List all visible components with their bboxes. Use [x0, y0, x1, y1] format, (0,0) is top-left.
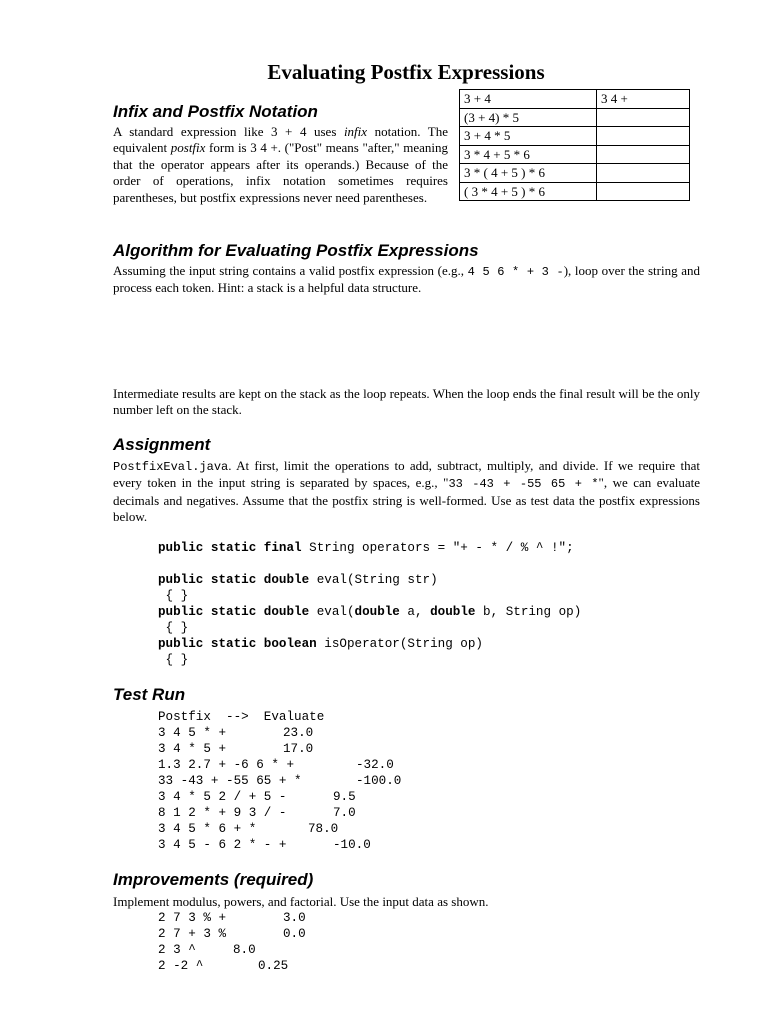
output-row — [158, 942, 256, 958]
heading-test-run: Test Run — [113, 685, 186, 704]
code-line: { } — [158, 621, 189, 635]
evaluated-result: 78.0 — [308, 822, 339, 836]
postfix-expression: 2 7 3 % + — [158, 911, 227, 925]
heading-improvements: Improvements (required) — [113, 870, 314, 889]
test-run-output — [158, 709, 402, 853]
text: notation. The equivalent — [113, 124, 448, 156]
postfix-cell — [597, 108, 690, 127]
code-line — [158, 572, 581, 588]
paragraph-assignment — [113, 458, 700, 526]
text: ), loop over the string and process each token. Hint: a stack is a helpful data structure. — [113, 263, 701, 296]
infix-cell: 3 + 4 * 5 — [460, 127, 597, 146]
evaluated-result: 8.0 — [233, 943, 256, 957]
postfix-cell — [597, 145, 690, 164]
postfix-expression: 2 7 + 3 % — [158, 927, 227, 941]
notation-row — [460, 108, 690, 127]
inline-code: 4 5 6 * + 3 - — [467, 265, 564, 279]
output-row — [158, 757, 394, 773]
evaluated-result: 0.0 — [283, 927, 306, 941]
improvements-output — [158, 910, 306, 974]
infix-cell: (3 + 4) * 5 — [460, 108, 597, 127]
postfix-expression: 33 -43 + -55 65 + * — [158, 774, 302, 788]
postfix-expression: 8 1 2 * + 9 3 / - — [158, 806, 287, 820]
code-text: eval(String str) — [309, 573, 438, 587]
output-row — [158, 837, 371, 853]
test-run-header: Postfix --> Evaluate — [158, 710, 325, 724]
postfix-cell — [597, 164, 690, 183]
code-text: String operators = "+ - * / % ^ !"; — [301, 541, 574, 555]
infix-cell: 3 * ( 4 + 5 ) * 6 — [460, 164, 597, 183]
output-row — [158, 958, 289, 974]
evaluated-result: -10.0 — [333, 838, 371, 852]
code-text: isOperator(String op) — [316, 637, 483, 651]
evaluated-result: 7.0 — [333, 806, 356, 820]
text: form is 3 4 +. ("Post" means "after," meaning that the operator appears after its operands.) Because of the order of operations, infix notation sometimes requires parentheses, but postfix expressions never need parentheses. — [113, 140, 448, 205]
heading-algorithm: Algorithm for Evaluating Postfix Expressions — [113, 241, 479, 260]
em-postfix: postfix — [170, 140, 206, 156]
keyword: public static double — [158, 605, 310, 619]
notation-row — [460, 90, 690, 109]
code-text: a, — [399, 605, 431, 619]
code-text: eval( — [309, 605, 355, 619]
inline-code-filename: PostfixEval.java — [113, 460, 229, 474]
postfix-expression: 1.3 2.7 + -6 6 * + — [158, 758, 295, 772]
notation-row — [460, 145, 690, 164]
postfix-cell — [597, 182, 690, 201]
output-row — [158, 725, 324, 741]
evaluated-result: 17.0 — [283, 742, 314, 756]
keyword: public static final — [158, 541, 302, 555]
keyword: double — [354, 605, 400, 619]
evaluated-result: -32.0 — [356, 758, 394, 772]
keyword: public static double — [158, 573, 310, 587]
output-row — [158, 910, 306, 926]
postfix-cell — [597, 127, 690, 146]
keyword: double — [430, 605, 476, 619]
evaluated-result: 23.0 — [283, 726, 314, 740]
evaluated-result: 0.25 — [258, 959, 289, 973]
keyword: public static boolean — [158, 637, 317, 651]
output-row — [158, 741, 324, 757]
em-infix: infix — [343, 124, 368, 139]
page-title: Evaluating Postfix Expressions — [267, 60, 545, 84]
notation-row — [460, 127, 690, 146]
paragraph-infix — [113, 124, 448, 206]
code-line — [158, 604, 581, 620]
postfix-expression: 3 4 * 5 2 / + 5 - — [158, 790, 287, 804]
paragraph-algorithm — [113, 263, 700, 297]
text: ", we can evaluate decimals and negatives. Assume that the postfix string is well-formed. Use as test data the postfix expressions below. — [113, 475, 700, 525]
text: A standard expression like 3 + 4 uses — [113, 124, 344, 139]
paragraph-improvements: Implement modulus, powers, and factorial. Use the input data as shown. — [113, 894, 489, 909]
code-line — [158, 636, 581, 652]
output-row — [158, 926, 306, 942]
postfix-expression: 3 4 5 - 6 2 * - + — [158, 838, 287, 852]
infix-cell: 3 * 4 + 5 * 6 — [460, 145, 597, 164]
postfix-cell: 3 4 + — [597, 90, 690, 109]
output-row — [158, 789, 356, 805]
postfix-expression: 3 4 5 * + — [158, 726, 227, 740]
text: . At first, limit the operations to add, subtract, multiply, and divide. If we require that every token in the input string is separated by spaces, e.g., " — [113, 458, 700, 491]
text: Assuming the input string contains a valid postfix expression (e.g., — [113, 263, 468, 278]
postfix-expression: 2 -2 ^ — [158, 959, 204, 973]
infix-cell: ( 3 * 4 + 5 ) * 6 — [460, 182, 597, 201]
code-declarations — [158, 540, 581, 668]
evaluated-result: -100.0 — [356, 774, 402, 788]
evaluated-result: 9.5 — [333, 790, 356, 804]
evaluated-result: 3.0 — [283, 911, 306, 925]
code-line — [158, 540, 581, 556]
output-row — [158, 805, 356, 821]
infix-cell: 3 + 4 — [460, 90, 597, 109]
output-row — [158, 821, 339, 837]
inline-code-example: 33 -43 + -55 65 + * — [448, 477, 599, 492]
output-row — [158, 773, 402, 789]
notation-row — [460, 164, 690, 183]
postfix-expression: 3 4 * 5 + — [158, 742, 227, 756]
notation-table — [459, 89, 690, 201]
heading-infix: Infix and Postfix Notation — [113, 102, 318, 121]
notation-row — [460, 182, 690, 201]
postfix-expression: 3 4 5 * 6 + * — [158, 822, 257, 836]
code-line: { } — [158, 589, 189, 603]
paragraph-intermediate: Intermediate results are kept on the stack as the loop repeats. When the loop ends the final result will be the only number left on the stack. — [113, 386, 700, 418]
heading-assignment: Assignment — [113, 435, 211, 454]
code-text: b, String op) — [475, 605, 582, 619]
postfix-expression: 2 3 ^ — [158, 943, 196, 957]
code-line: { } — [158, 653, 189, 667]
